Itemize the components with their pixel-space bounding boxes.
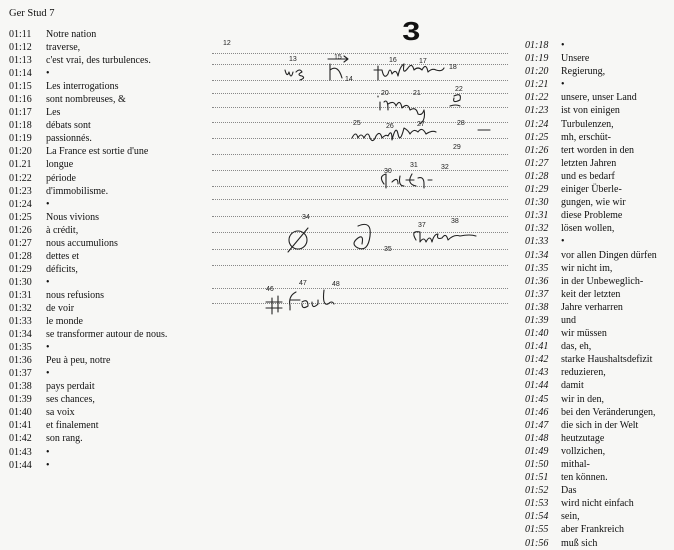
transcript-text: • (46, 342, 50, 354)
timestamp: 01:41 (525, 341, 549, 353)
transcript-text: einiger Überle- (561, 184, 622, 196)
timestamp: 01:35 (9, 342, 32, 354)
transcript-text: dettes et (46, 250, 80, 262)
timestamp: 01:34 (525, 249, 549, 261)
note-number: 21 (413, 90, 421, 97)
transcript-text: et finalement (46, 420, 99, 432)
transcript-text: keit der letzten (561, 288, 621, 300)
transcript-text: le monde (46, 316, 83, 328)
timestamp: 01:16 (9, 94, 32, 106)
timestamp: 01:13 (9, 55, 32, 67)
timestamp: 01:24 (525, 118, 549, 130)
transcript-text: starke Haushaltsdefizit (561, 354, 653, 366)
timestamp: 01:44 (9, 459, 32, 471)
note-number: 27 (417, 121, 425, 128)
transcript-text: diese Probleme (561, 210, 623, 222)
note-number: 31 (410, 162, 418, 169)
timestamp: 01:23 (525, 105, 549, 117)
timestamp: 01:51 (525, 472, 549, 484)
timestamp: 01:19 (9, 133, 32, 145)
transcript-text: d'immobilisme. (46, 185, 109, 197)
note-hash-symbol (266, 296, 282, 314)
transcript-text: letzten Jahren (561, 157, 617, 169)
transcript-text: das, eh, (561, 341, 592, 353)
transcript-text: Das (561, 485, 577, 497)
timestamp: 01:21 (525, 79, 549, 91)
timestamp: 01:41 (9, 420, 32, 432)
transcript-text: bei den Veränderungen, (561, 406, 656, 418)
transcript-text: wir in den, (561, 393, 605, 405)
note-interrog (378, 96, 425, 124)
timestamp: 01:46 (525, 406, 549, 418)
transcript-text: sont nombreuses, & (46, 94, 126, 106)
transcript-text: • (46, 446, 50, 458)
transcript-text: traverse, (46, 42, 81, 54)
transcript-text: lösen wollen, (561, 223, 615, 235)
note-number: 13 (289, 56, 297, 63)
transcript-text: Les interrogations (46, 81, 119, 93)
transcript-text: und (561, 314, 576, 326)
note-number: 14 (345, 76, 353, 83)
transcript-text: und es bedarf (561, 170, 615, 182)
transcript-text: gungen, wie wir (561, 197, 626, 209)
timestamp: 01:18 (9, 120, 32, 132)
note-number: 15 (334, 54, 342, 61)
note-number: 34 (302, 214, 310, 221)
note-swirl-symbol (354, 224, 370, 248)
timestamp: 01:37 (525, 288, 549, 300)
transcript-text: heutzutage (561, 432, 605, 444)
timestamp: 01:36 (9, 355, 32, 367)
note-number: 30 (384, 168, 392, 175)
timestamp: 01:43 (9, 446, 32, 458)
transcript-text: mithal- (561, 459, 590, 470)
timestamp: 01:23 (9, 185, 32, 197)
timestamp: 01:52 (525, 485, 549, 497)
transcript-text: se transformer autour de nous. (46, 329, 168, 341)
transcript-text: sein, (561, 511, 580, 523)
note-number: 47 (299, 280, 307, 287)
transcript-text: • (46, 368, 50, 380)
note-number: 25 (353, 120, 361, 127)
transcript-text: aber Frankreich (561, 524, 625, 536)
transcript-text: ten können. (561, 472, 608, 484)
transcript-text: vor allen Dingen dürfen (561, 249, 657, 261)
transcript-text: wird nicht einfach (561, 498, 634, 510)
timestamp: 01:38 (9, 381, 32, 393)
timestamp: 01:55 (525, 524, 549, 536)
note-ws (285, 70, 304, 80)
timestamp: 01:30 (9, 276, 32, 288)
transcript-text: de voir (46, 302, 75, 314)
note-renouv (352, 128, 490, 141)
transcript-text: reduzieren, (561, 367, 606, 379)
transcript-text: débats sont (46, 120, 91, 132)
timestamp: 01:19 (525, 53, 549, 65)
timestamp: 01:20 (9, 146, 32, 158)
timestamp: 01:53 (525, 498, 549, 510)
timestamp: 01:54 (525, 511, 549, 523)
transcript-text: in der Unbeweglich- (561, 275, 644, 287)
transcript-text: Regierung, (561, 66, 606, 78)
timestamp: 01:11 (9, 29, 32, 40)
timestamp: 01:31 (525, 210, 549, 222)
timestamp: 01:27 (525, 157, 549, 169)
transcript-text: La France est sortie d'une (46, 146, 149, 158)
transcript-text: tert worden in den (561, 144, 635, 156)
timestamp: 01:31 (9, 289, 32, 301)
timestamp: 01:30 (525, 197, 549, 209)
timestamp: 01.21 (9, 159, 32, 171)
timestamp: 01:36 (525, 275, 549, 287)
transcript-text: son rang. (46, 433, 83, 445)
transcript-text: Turbulenzen, (561, 118, 614, 130)
timestamp: 01:28 (9, 250, 32, 262)
timestamp: 01:26 (9, 224, 32, 236)
timestamp: 01:38 (525, 301, 549, 313)
timestamp: 01:14 (9, 68, 32, 80)
timestamp: 01:25 (9, 211, 32, 223)
transcript-text: passionnés. (46, 133, 92, 145)
transcript-text: • (561, 79, 565, 91)
note-number: 35 (384, 246, 392, 253)
transcript-text: période (46, 172, 76, 184)
timestamp: 01:44 (525, 380, 549, 392)
note-number: 26 (386, 123, 394, 130)
note-number: 18 (449, 64, 457, 71)
note-number: 32 (441, 164, 449, 171)
timestamp: 01:37 (9, 368, 32, 380)
transcript-text: Peu à peu, notre (46, 355, 111, 367)
timestamp: 01:32 (525, 223, 549, 235)
document-header: Ger Stud 7 (9, 8, 55, 19)
timestamp: 01:24 (9, 198, 32, 210)
timestamp: 01:32 (9, 302, 32, 314)
note-number: 12 (223, 40, 231, 47)
timestamp: 01:26 (525, 144, 549, 156)
timestamp: 01:35 (525, 262, 549, 274)
transcript-text: • (561, 40, 565, 51)
transcript-text: c'est vrai, des turbulences. (46, 55, 151, 67)
timestamp: 01:20 (525, 66, 549, 78)
timestamp: 01:27 (9, 237, 32, 249)
note-number: 17 (419, 58, 427, 65)
note-number: 22 (455, 86, 463, 93)
timestamp: 01:43 (525, 367, 549, 379)
transcript-text: pays perdait (46, 381, 95, 393)
transcript-text: unsere, unser Land (561, 92, 637, 104)
timestamp: 01:56 (525, 537, 549, 549)
transcript-text: nous refusions (46, 289, 105, 301)
timestamp: 01:49 (525, 445, 549, 457)
timestamp: 01:45 (525, 393, 549, 405)
timestamp: 01:47 (525, 419, 549, 431)
transcript-text: ist von einigen (561, 105, 620, 117)
note-deficit (381, 174, 432, 188)
note-number: 28 (457, 120, 465, 127)
timestamp: 01:29 (525, 184, 549, 196)
note-foul (290, 290, 334, 310)
timestamp: 01:12 (9, 42, 32, 54)
timestamp: 01:40 (9, 407, 32, 419)
timestamp: 01:48 (525, 432, 549, 444)
transcript-text: à crédit, (46, 224, 79, 236)
note-turbulence (374, 64, 444, 80)
note-number: 20 (381, 90, 389, 97)
transcript-text: wir müssen (561, 328, 607, 340)
timestamp: 01:29 (9, 263, 32, 275)
transcript-text: Unsere (561, 53, 590, 65)
transcript-text: sa voix (46, 407, 75, 419)
timestamp: 01:33 (525, 236, 549, 248)
transcript-text: ses chances, (46, 394, 95, 406)
transcript-text: die sich in der Welt (561, 419, 639, 431)
note-circle-slash (288, 228, 308, 252)
note-number: 46 (266, 286, 274, 293)
transcript-text: déficits, (46, 263, 78, 275)
timestamp: 01:25 (525, 131, 549, 143)
note-e-mark (450, 95, 460, 106)
transcript-text: Notre nation (46, 29, 97, 40)
timestamp: 01:42 (9, 433, 32, 445)
transcript-text: wir nicht im, (561, 262, 613, 274)
transcript-text: • (561, 236, 565, 248)
timestamp: 01:39 (9, 394, 32, 406)
timestamp: 01:17 (9, 107, 32, 119)
timestamp: 01:22 (9, 172, 32, 184)
transcript-text: vollzichen, (561, 445, 606, 457)
timestamp: 01:39 (525, 314, 549, 326)
note-number: 38 (451, 218, 459, 225)
transcript-text: Jahre verharren (561, 301, 623, 313)
timestamp: 01:18 (525, 40, 549, 51)
transcript-text: longue (46, 159, 74, 171)
transcript-text: muß sich (561, 537, 598, 549)
timestamp: 01:15 (9, 81, 32, 93)
note-number: 16 (389, 57, 397, 64)
transcript-text: damit (561, 380, 584, 392)
timestamp: 01:28 (525, 170, 549, 182)
page-number: 3 (402, 16, 421, 46)
timestamp: 01:42 (525, 354, 549, 366)
transcript-text: Nous vivions (46, 211, 100, 223)
note-autour (414, 232, 476, 242)
timestamp: 01:22 (525, 92, 549, 104)
timestamp: 01:33 (9, 316, 32, 328)
note-number: 29 (453, 144, 461, 151)
transcript-text: • (46, 459, 50, 471)
transcript-text: • (46, 276, 50, 288)
timestamp: 01:40 (525, 328, 549, 340)
transcript-text: • (46, 68, 50, 80)
transcript-text: • (46, 198, 50, 210)
transcript-text: nous accumulions (46, 237, 118, 249)
timestamp: 01:34 (9, 329, 32, 341)
note-number: 48 (332, 281, 340, 288)
timestamp: 01:50 (525, 459, 549, 470)
note-number: 37 (418, 222, 426, 229)
transcript-text: mh, erschüt- (561, 131, 611, 143)
transcript-text: Les (46, 107, 61, 119)
